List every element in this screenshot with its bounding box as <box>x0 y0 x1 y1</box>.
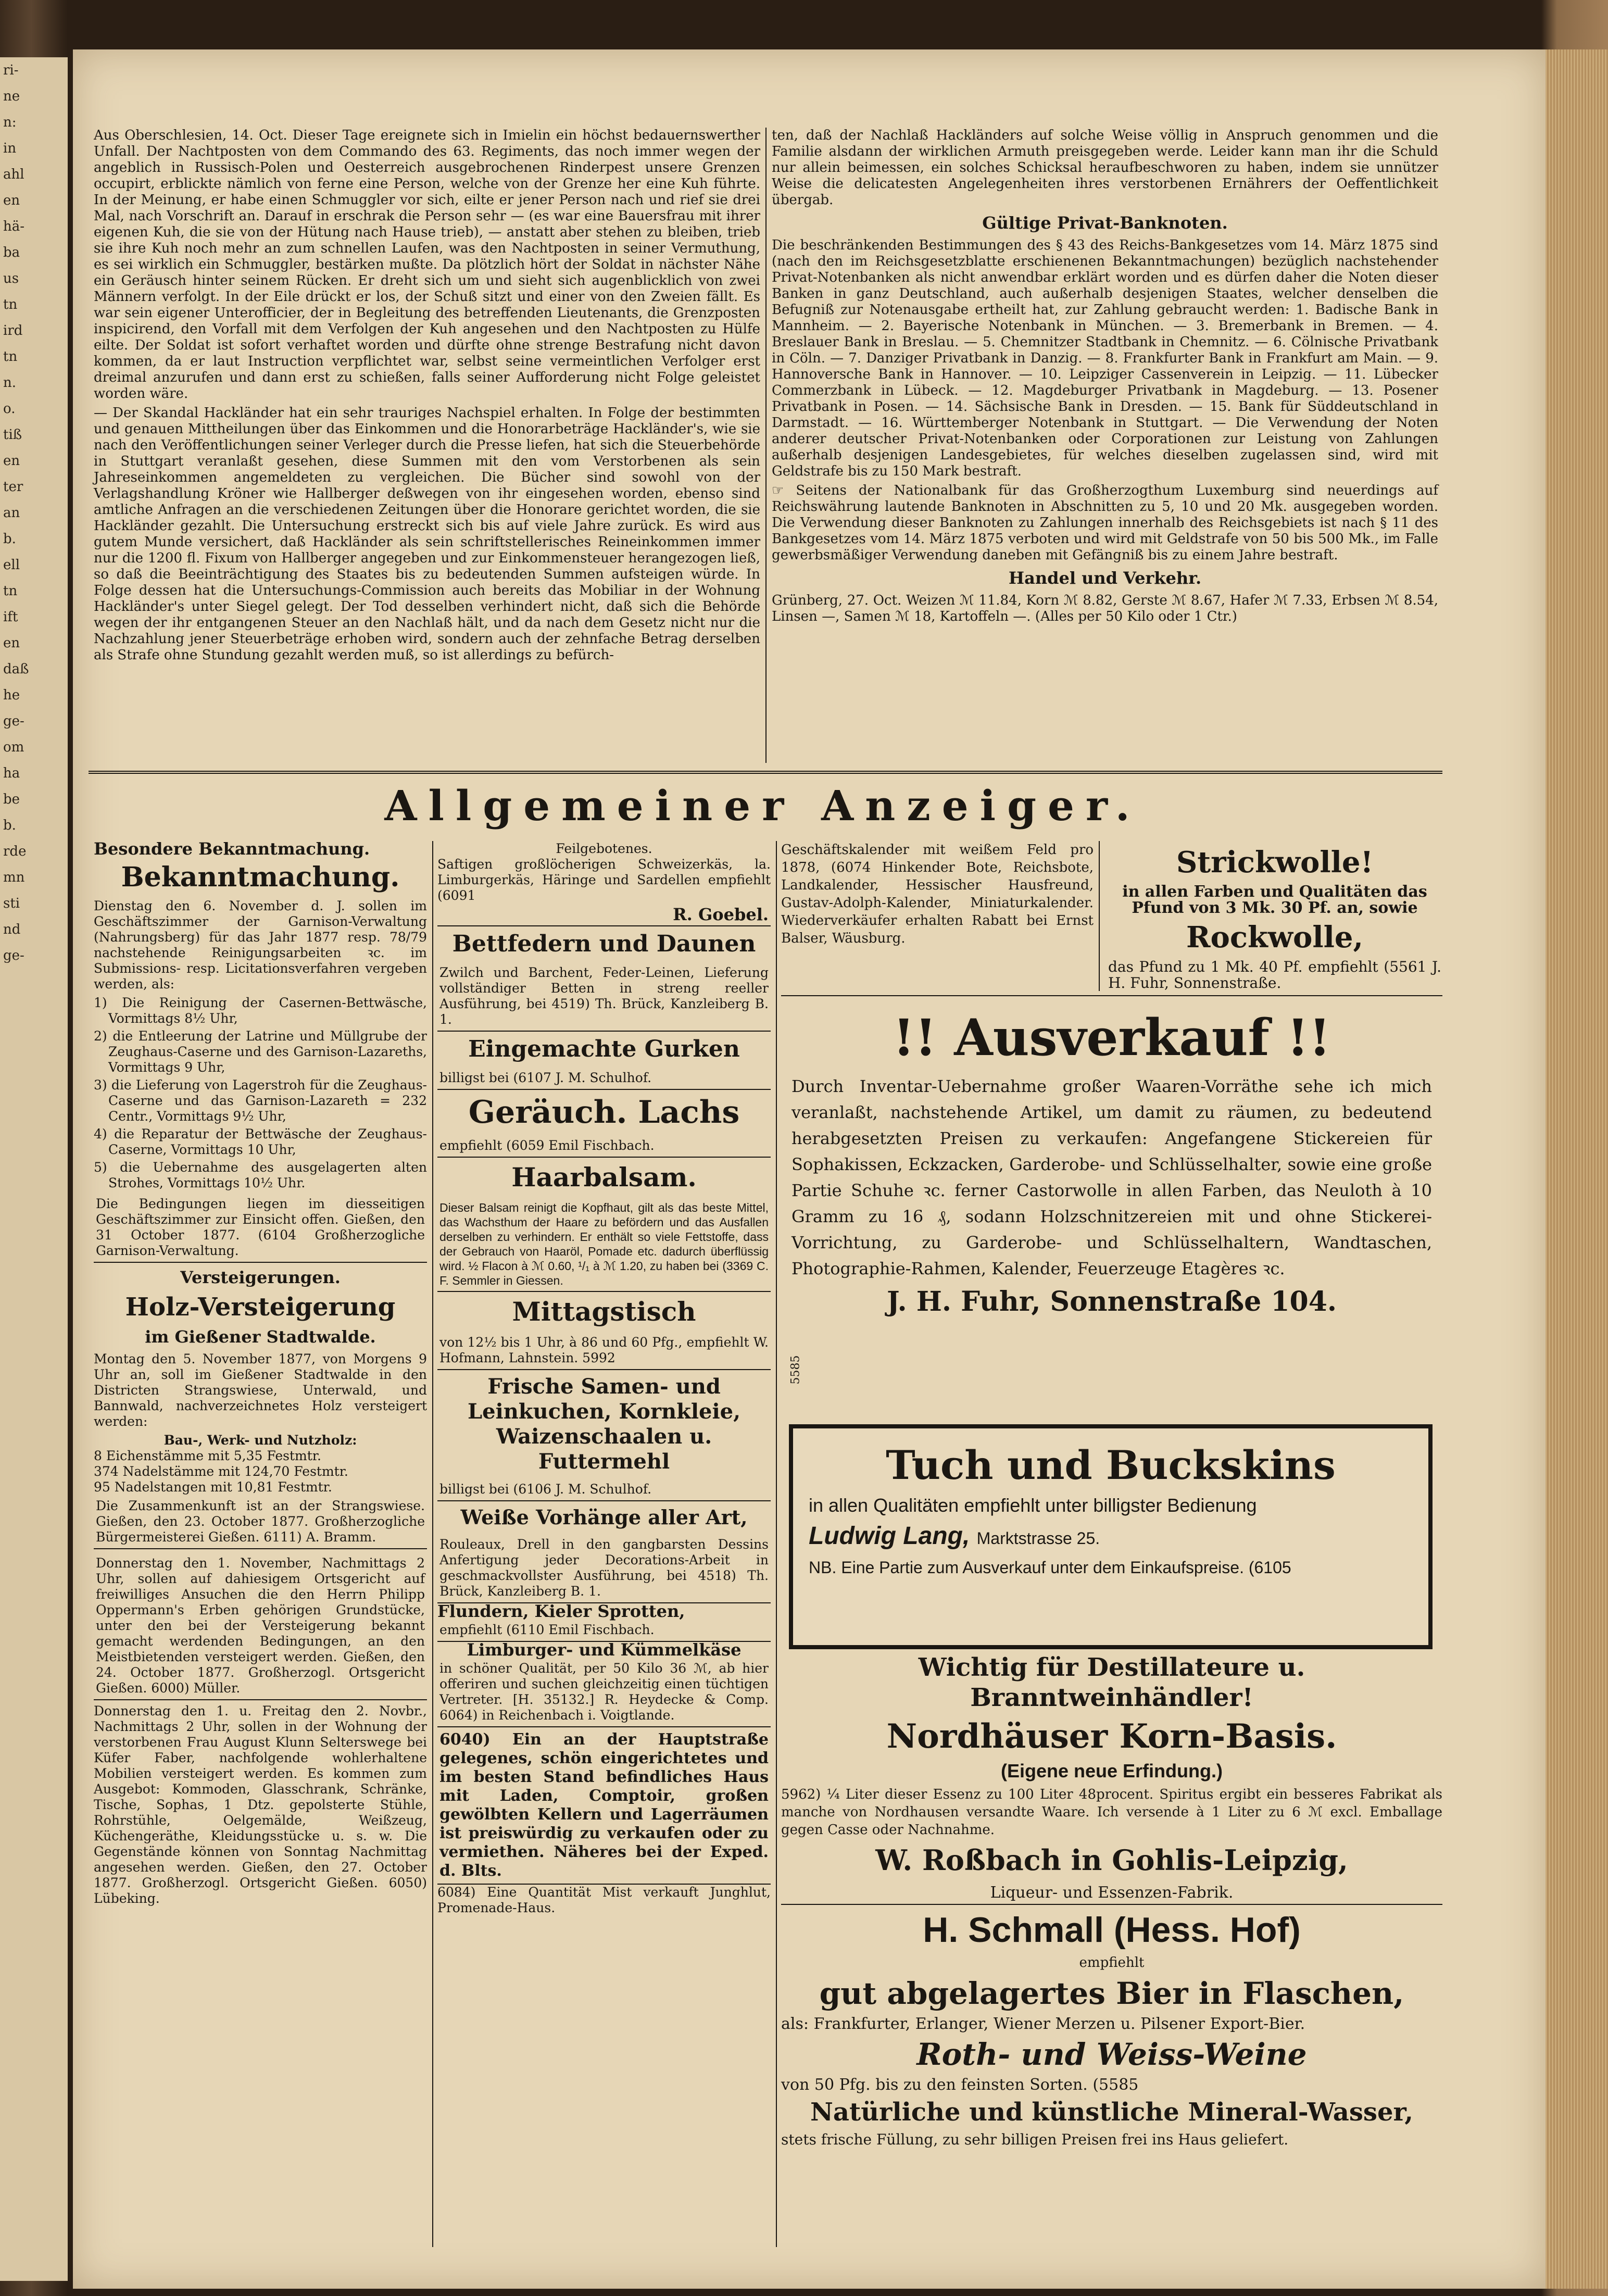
wood-item: 95 Nadelstangen mit 10,81 Festmtr. <box>94 1479 332 1495</box>
prev-page-fragment: an <box>3 505 20 521</box>
prev-page-fragment: us <box>3 271 19 286</box>
news-column-left <box>94 128 760 667</box>
feed-heading: Frische Samen- und Leinkuchen, Kornkleie, Waizenschaalen u. Futtermehl <box>467 1374 741 1474</box>
prev-page-fragment: he <box>3 687 20 703</box>
prev-page-fragment: tn <box>3 349 18 365</box>
wood-auction-end: Die Zusammenkunft ist an der Strangswiese. Gießen, den 23. October 1877. Großherzogliche Bürgermeisterei Gießen. 6111) A. Bramm. <box>94 1495 427 1549</box>
banknotes-luxemburg: ☞ Seitens der Nationalbank für das Großherzogthum Luxemburg sind neuerdings auf Reichswährung lautende Banknoten in Abschnitten zu 5, 10 und 20 Mk. ausgegeben worden. Die Verwendung dieser Banknoten zu Zahlungen innerhalb des Reichsgebiets ist nach § 11 des Bankgesetzes vom 14. März 1875 verboten und wird mit Geldstrafe von 50 bis 500 Mk., im Falle gewerbsmäßiger Verwendung daneben mit Gefängniß bis zu einem Jahre bestraft. <box>772 483 1438 563</box>
salmon-heading: Geräuch. Lachs <box>468 1094 740 1131</box>
schmall-wines-price: von 50 Pfg. bis zu den feinsten Sorten. (5585 <box>781 2076 1139 2094</box>
nordhausen-heading: Nordhäuser Korn-Basis. <box>886 1717 1337 1756</box>
skirt-wool-text: das Pfund zu 1 Mk. 40 Pf. empfiehlt (5561 J. H. Fuhr, Sonnenstraße. <box>1108 958 1441 992</box>
clearance-number: 5585 <box>789 1355 802 1385</box>
prev-page-fragment: ahl <box>3 167 24 182</box>
prev-page-fragment: ba <box>3 245 20 260</box>
prev-page-fragment: ge- <box>3 948 24 963</box>
wood-auction-heading: Holz-Versteigerung <box>125 1293 396 1322</box>
banknotes-text: Die beschränkenden Bestimmungen des § 43 des Reichs-Bankgesetzes vom 14. März 1875 sind (nach den im Reichsgesetzblatte erschienenen Bekanntmachungen) bezüglich nachstehender Privat-Notenbanken als nicht anwendbar erklärt worden und es dürfen daher die Noten dieser Banken in ganz Deutschland, auch außerhalb desjenigen Staates, welcher denselben die Befugniß zur Notenausgabe ertheilt hat, zur Zahlung gebraucht werden: 1. Badische Bank in Mannheim. — 2. Bayerische Notenbank in München. — 3. Bremerbank in Bremen. — 4. Breslauer Bank in Breslau. — 5. Chemnitzer Stadtbank in Chemnitz. — 6. Cölnische Privatbank in Cöln. — 7. Danziger Privatbank in Danzig. — 8. Frankfurter Bank in Frankfurt am Main. — 9. Hannoversche Bank in Hannover. — 10. Leipziger Cassenverein in Leipzig. — 11. Lübecker Commerzbank in Lübeck. — 12. Magdeburger Privatbank in Magdeburg. — 13. Posener Privatbank in Posen. — 14. Sächsische Bank in Dresden. — 15. Bank für Süddeutschland in Darmstadt. — 16. Württemberger Notenbank in Stuttgart. — Die Verwendung der Noten anderer deutscher Privat-Notenbanken oder Corporationen zur Leistung von Zahlungen außerhalb desjenigen Landesgebietes, für welches dieselben zugelassen sind, wird mit Geldstrafe bis zu 150 Mark bestraft. <box>772 237 1438 479</box>
nordhausen-signature: W. Roßbach in Gohlis-Leipzig, <box>875 1843 1348 1877</box>
gherkins-heading: Eingemachte Gurken <box>468 1036 740 1062</box>
nordhausen-text: 5962) ¼ Liter dieser Essenz zu 100 Liter 48procent. Spiritus ergibt ein besseres Fabrikat als manche von Nordhausen versandte Waare. Ich versende à 1 Liter zu 6 ℳ excl. Emballage gegen Casse oder Nachnahme. <box>781 1787 1442 1838</box>
distiller-notice: Wichtig für Destillateure u. Branntweinhändler! <box>918 1653 1305 1712</box>
prev-page-fragment: rde <box>3 844 27 859</box>
wood-item: 374 Nadelstämme mit 124,70 Festmtr. <box>94 1464 348 1479</box>
notice-heading: Bekanntmachung. <box>121 861 400 893</box>
prev-page-fragment: ri- <box>3 62 19 78</box>
cloth-merchant: Ludwig Lang, <box>809 1522 970 1550</box>
knitting-wool-text: in allen Farben und Qualitäten das Pfund von 3 Mk. 30 Pf. an, sowie <box>1122 883 1427 917</box>
cloth-heading: Tuch und Buckskins <box>886 1442 1336 1488</box>
ads-column-3-lower <box>781 1648 1442 2148</box>
column-divider <box>765 128 767 763</box>
ads-column-3 <box>781 841 1442 1385</box>
news-column-right <box>772 128 1438 628</box>
prev-page-fragment: en <box>3 453 20 469</box>
wool-ad <box>1108 841 1441 991</box>
ads-column-1 <box>94 841 427 1910</box>
gherkins-ad-text: billigst bei (6107 J. M. Schulhof. <box>437 1067 771 1090</box>
prev-page-fragment: o. <box>3 401 16 417</box>
prev-page-fragment: tn <box>3 583 18 599</box>
schmall-water: Natürliche und künstliche Mineral-Wasser, <box>810 2098 1413 2127</box>
prev-page-fragment: be <box>3 792 20 807</box>
salmon-ad-text: empfiehlt (6059 Emil Fischbach. <box>437 1135 771 1158</box>
schmall-beer-types: als: Frankfurter, Erlanger, Wiener Merzen u. Pilsener Export-Bier. <box>781 2015 1305 2033</box>
wood-auction-subheading: im Gießener Stadtwalde. <box>145 1327 376 1347</box>
page-block-edge <box>1546 49 1608 2289</box>
cloth-address: Marktstrasse 25. <box>976 1529 1100 1548</box>
schmall-heading: H. Schmall (Hess. Hof) <box>923 1910 1301 1950</box>
section-rule <box>89 771 1442 774</box>
prev-page-fragment: n: <box>3 115 17 130</box>
notice-item: 5) die Uebernahme des ausgelagerten alten Strohes, Vormittags 10½ Uhr. <box>94 1160 427 1190</box>
flounder-ad-text: empfiehlt (6110 Emil Fischbach. <box>437 1619 771 1642</box>
prev-page-fragment: nd <box>3 922 21 937</box>
lunch-heading: Mittagstisch <box>512 1296 696 1327</box>
prev-page-fragment: b. <box>3 818 16 833</box>
calendar-ad: Geschäftskalender mit weißem Feld pro 1878, (6074 Hinkender Bote, Reichsbote, Landkalender, Hessischer Hausfreund, Gustav-Adolph-Kalender, Miniaturkalender. Wiederverkäufer erhalten Rabatt bei Ernst Balser, Wäusburg. <box>781 841 1100 991</box>
feathers-ad-text: Zwilch und Barchent, Feder-Leinen, Lieferung vollständiger Betten in streng reeller Ausführung, bei 4519) Th. Brück, Kanzleiberg B. 1. <box>437 962 771 1032</box>
wood-types-heading: Bau-, Werk- und Nutzholz: <box>164 1433 357 1448</box>
prev-page-fragment: en <box>3 635 20 651</box>
prev-page-fragment: ter <box>3 479 23 495</box>
banknotes-heading: Gültige Privat-Banknoten. <box>982 213 1228 233</box>
cloth-text: in allen Qualitäten empfiehlt unter billigster Bedienung <box>809 1495 1257 1516</box>
schmall-recommends: empfiehlt <box>1079 1955 1145 1971</box>
prev-page-fragment: tn <box>3 297 18 312</box>
notice-intro: Dienstag den 6. November d. J. sollen im Geschäftszimmer der Garnison-Verwaltung (Nahrungsberg) für das Jahr 1877 resp. 78/79 nachstehende Reinigungsarbeiten ꝛc. im Submissions- resp. Licitationsverfahren vergeben werden, als: <box>94 898 427 992</box>
prev-page-fragment: ell <box>3 557 20 573</box>
anzeiger-title: Allgemeiner Anzeiger. <box>384 781 1141 830</box>
knitting-wool-heading: Strickwolle! <box>1176 845 1374 880</box>
clearance-signature: J. H. Fuhr, Sonnenstraße 104. <box>886 1286 1337 1318</box>
prev-page-fragment: daß <box>3 661 29 677</box>
prev-page-fragment: ne <box>3 89 20 104</box>
schmall-beer: gut abgelagertes Bier in Flaschen, <box>819 1976 1404 2011</box>
cheese-ad-signature: R. Goebel. <box>437 904 771 926</box>
notice-item: 1) Die Reinigung der Casernen-Bettwäsche, Vormittags 8½ Uhr, <box>94 995 427 1026</box>
top-ads-row <box>781 841 1442 996</box>
prev-page-fragment: in <box>3 141 17 156</box>
news-continuation: ten, daß der Nachlaß Hackländers auf solche Weise völlig in Anspruch genommen und die Familie alsdann der wirklichen Armuth preisgegeben werde. Leider kann man ihr die Schuld nur allein beimessen, ein solches Schicksal heraufbeschworen zu haben, indem sie unnützer Weise die delicatesten Angelegenheiten ihres verstorbenen Ernährers der Oeffentlichkeit übergab. <box>772 128 1438 208</box>
cheese-ad-text: Saftigen großlöcherigen Schweizerkäs, la. Limburgerkäs, Häringe und Sardellen empfiehlt (6091 <box>437 857 771 903</box>
skirt-wool-heading: Rockwolle, <box>1186 920 1364 955</box>
prev-page-fragment: sti <box>3 896 20 911</box>
notice-item: 3) die Lieferung von Lagerstroh für die Zeughaus-Caserne und das Garnison-Lazareth = 232 Centr., Vormittags 9½ Uhr, <box>94 1077 427 1124</box>
prev-page-fragment: mn <box>3 870 25 885</box>
prev-page-fragment: ge- <box>3 713 24 729</box>
hair-balm-heading: Haarbalsam. <box>511 1162 697 1193</box>
prev-page-fragment: tiß <box>3 427 22 443</box>
feathers-heading: Bettfedern und Daunen <box>452 931 756 957</box>
limburger-ad-text: in schöner Qualität, per 50 Kilo 36 ℳ, ab hier offeriren und suchen gleichzeitig einen tüchtigen Vertreter. [H. 35132.] R. Heydecke & Comp. 6064) in Reichenbach i. Voigtlande. <box>437 1658 771 1727</box>
prev-page-fragment: ha <box>3 766 20 781</box>
prev-page-fragment: ift <box>3 609 18 625</box>
previous-page-edge <box>0 57 68 2281</box>
column-divider <box>432 841 433 2247</box>
house-ad: 6040) Ein an der Hauptstraße gelegenes, schön eingerichtetes und im besten Stand befindliches Haus mit Laden, Comptoir, großen gewölbten Kellern und Lagerräumen ist preiswürdig zu verkaufen oder zu vermiethen. Näheres bei der Exped. d. Blts. <box>437 1727 771 1885</box>
clearance-text: Durch Inventar-Uebernahme großer Waaren-Vorräthe sehe ich mich veranlaßt, nachstehende Artikel, um damit zu räumen, zu bedeutend herabgesetzten Preisen zu verkaufen: Angefangene Stickereien für Sophakissen, Eckzacken, Garderobe- und Schlüsselhalter, sowie eine große Partie Schuhe ꝛc. ferner Castorwolle in allen Farben, das Neuloth à 10 Gramm zu 16 ₰, sodann Holzschnitzereien mit und ohne Stickerei-Vorrichtung, zu Garderobe- und Schlüsselhaltern, Wandtaschen, Photographie-Rahmen, Kalender, Feuerzeuge Etagères ꝛc. <box>792 1076 1432 1278</box>
land-auction: Donnerstag den 1. November, Nachmittags 2 Uhr, sollen auf dahiesigem Ortsgericht auf freiwilliges Ansuchen die den Herrn Philipp Oppermann's Erben gehörigen Grundstücke, unter den bei der Versteigerung bekannt gemacht werdenden Bedingungen, an den Meistbietenden versteigert werden. Gießen, den 24. October 1877. Großherzogl. Ortsgericht Gießen. 6000) Müller. <box>94 1552 427 1700</box>
cloth-signature <box>809 1518 1413 1557</box>
curtains-heading: Weiße Vorhänge aller Art, <box>460 1505 748 1529</box>
lunch-ad-text: von 12½ bis 1 Uhr, à 86 und 60 Pfg., empfiehlt W. Hofmann, Lahnstein. 5992 <box>437 1332 771 1370</box>
ads-column-2 <box>437 841 771 1916</box>
schmall-wines: Roth- und Weiss-Weine <box>916 2037 1307 2072</box>
news-oberschlesien: Aus Oberschlesien, 14. Oct. Dieser Tage ereignete sich in Imielin ein höchst bedauernswerther Unfall. Der Nachtposten von dem Commando des 63. Regiments, das noch immer wegen der angeblich in Russisch-Polen und Oesterreich ausgebrochenen Rinderpest unsere Grenzen occupirt, erblickte nämlich von ferne eine Person, welche von der Grenze her eine Kuh führte. In der Meinung, er habe einen Schmuggler vor sich, eilte er jener Person nach und rief sie drei Mal, nach Vorschrift an. Darauf in erschrak die Person sehr — (es war eine Bauersfrau mit ihrer eigenen Kuh, die sie von der Hütung nach Hause trieb), — anstatt aber stehen zu bleiben, trieb sie ihre Kuh noch mehr an zum schnellen Laufen, was den Nachtposten in seiner Vermuthung, es sei wirklich ein Schmuggler, bestärken mußte. Da plötzlich hört der Soldat in nächster Nähe ein Geräusch hinter seinem Rücken. Er dreht sich um und sieht sich augenblicklich von zwei Männern verfolgt. In der Eile drückt er los, der Schuß sitzt und einer von den Zweien fällt. Es war sein eigener Unterofficier, der in Begleitung des betreffenden Lieutenants, die Grenzposten inspicirend, den Vorfall mit dem Verfolgen der Kuh angesehen und den Nachtposten zu Hülfe eilte. Der Soldat ist sofort verhaftet worden und dürfte ohne strenge Bestrafung nicht davon kommen, da er laut Instruction verpflichtet war, selbst seine vermeintlichen Verfolger erst dreimal anzurufen und dann erst zu schießen, falls seiner Aufforderung nicht Folge geleistet worden wäre. <box>94 128 760 402</box>
wood-auction-text: Montag den 5. November 1877, von Morgens 9 Uhr an, soll im Gießener Stadtwalde in den Districten Strangswiese, Unterwald, und Bannwald, nachverzeichnetes Holz versteigert werden: <box>94 1351 427 1429</box>
furniture-auction: Donnerstag den 1. u. Freitag den 2. Novbr., Nachmittags 2 Uhr, sollen in der Wohnung der verstorbenen Frau August Klunn Selterswege bei Küfer Faber, nachfolgende wohlerhaltene Mobilien versteigert werden. Es kommen zum Ausgebot: Kommoden, Glasschrank, Schränke, Tische, Sophas, 1 Dtz. gepolsterte Stühle, Rohrstühle, Oelgemälde, Weißzeug, Küchengeräthe, Kleidungsstücke u. s. w. Die Gegenstände können von Sonntag Nachmittag angesehen werden. Gießen, den 27. October 1877. Großherzogl. Ortsgericht Gießen. 6050) Lübeking. <box>94 1703 427 1906</box>
notice-item: 4) die Reparatur der Bettwäsche der Zeughaus-Caserne, Vormittags 10 Uhr, <box>94 1126 427 1157</box>
notice-item: 2) die Entleerung der Latrine und Müllgrube der Zeughaus-Caserne und des Garnison-Lazareths, Vormittags 9 Uhr, <box>94 1028 427 1075</box>
prev-page-fragment: hä- <box>3 219 25 234</box>
nordhausen-signature-2: Liqueur- und Essenzen-Fabrik. <box>781 1881 1442 1905</box>
trade-text: Grünberg, 27. Oct. Weizen ℳ 11.84, Korn ℳ 8.82, Gerste ℳ 8.67, Hafer ℳ 7.33, Erbsen ℳ 8.54, Linsen —, Samen ℳ 18, Kartoffeln —. (Alles per 50 Kilo oder 1 Ctr.) <box>772 593 1438 624</box>
prev-page-fragment: om <box>3 739 24 755</box>
offered-heading: Feilgebotenes. <box>556 841 652 856</box>
prev-page-fragment: ird <box>3 323 23 338</box>
newspaper-page <box>73 49 1547 2289</box>
hair-balm-ad-text: Dieser Balsam reinigt die Kopfhaut, gilt als das beste Mittel, das Wachsthum der Haare zu befördern und das Ausfallen derselben zu verhindern. Er enthält so viele Fettstoffe, dass der Gebrauch von Haaröl, Pomade etc. dadurch überflüssig wird. ½ Flacon à ℳ 0.60, ¹/₁ à ℳ 1.20, zu haben bei (3369 C. F. Semmler in Giessen. <box>437 1197 771 1292</box>
nordhausen-subheading: (Eigene neue Erfindung.) <box>1000 1760 1223 1781</box>
clearance-heading: !! Ausverkauf !! <box>893 1008 1331 1067</box>
wood-item: 8 Eichenstämme mit 5,35 Festmtr. <box>94 1448 321 1463</box>
special-notice-heading: Besondere Bekanntmachung. <box>94 839 370 859</box>
feed-ad-text: billigst bei (6106 J. M. Schulhof. <box>437 1478 771 1501</box>
flounder-heading: Flundern, Kieler Sprotten, <box>437 1601 685 1621</box>
manure-ad: 6084) Eine Quantität Mist verkauft Junghlut, Promenade-Haus. <box>437 1885 771 1915</box>
cloth-note: NB. Eine Partie zum Ausverkauf unter dem Einkaufspreise. (6105 <box>809 1558 1291 1577</box>
prev-page-fragment: b. <box>3 531 16 547</box>
curtains-ad-text: Rouleaux, Drell in den gangbarsten Dessins Anfertigung jeder Decorations-Arbeit in geschmackvollster Ausführung, bei 4518) Th. Brück, Kanzleiberg B. 1. <box>437 1534 771 1603</box>
limburger-heading: Limburger- und Kümmelkäse <box>467 1640 742 1660</box>
prev-page-fragment: n. <box>3 375 17 391</box>
cloth-ad-box <box>789 1424 1433 1649</box>
auctions-heading: Versteigerungen. <box>180 1268 341 1287</box>
schmall-delivery: stets frische Füllung, zu sehr billigen Preisen frei ins Haus geliefert. <box>781 2131 1289 2148</box>
notice-outro: Die Bedingungen liegen im diesseitigen Geschäftszimmer zur Einsicht offen. Gießen, den 31 October 1877. (6104 Großherzogliche Garnison-Verwaltung. <box>94 1193 427 1263</box>
news-hacklaender: — Der Skandal Hackländer hat ein sehr trauriges Nachspiel erhalten. In Folge der bestimmten und genauen Mittheilungen über das Einkommen und die Honorarbeträge Hackländer's, wie sie nach den Veröffentlichungen seiner Verleger durch die Presse liefen, hat sich die Steuerbehörde in Stuttgart veranlaßt gesehen, diese Summen mit den vom Verstorbenen als sein Jahreseinkommen angemeldeten zu vergleichen. Die Bücher sind sowohl von der Verlagshandlung Kröner wie Hallberger deßwegen von ihr eingesehen worden, ebenso sind amtliche Anfragen an die verschiedenen Zeitungen über die Honorare gerichtet worden, die sie Hackländer gezahlt. Die Untersuchung erstreckt sich bis auf viele Jahre zurück. Es wird aus gutem Munde versichert, daß Hackländer als sein schriftstellerisches Reineinkommen immer nur die 1200 fl. Fixum von Hallberger angegeben und zur Einkommensteuer herangezogen ließ, so daß die Beeinträchtigung des Staates bis zu bedeutenden Summen aufsteigen würde. In Folge dessen hat die Untersuchungs-Commission auch bereits das Mobiliar in der Wohnung Hackländer's unter Siegel gelegt. Der Tod desselben verhindert nicht, daß sich die Behörde wegen der ihr entgangenen Steuer an den Nachlaß hält, und da nach dem Gesetz nicht nur die Nachzahlung jener Steuerbeträge erhoben wird, sondern auch der zehnfache Betrag derselben als Strafe ohne Stundung gezahlt werden muß, so ist allerdings zu befürch- <box>94 405 760 663</box>
trade-heading: Handel und Verkehr. <box>1008 568 1202 588</box>
column-divider <box>776 841 777 2247</box>
prev-page-fragment: en <box>3 193 20 208</box>
